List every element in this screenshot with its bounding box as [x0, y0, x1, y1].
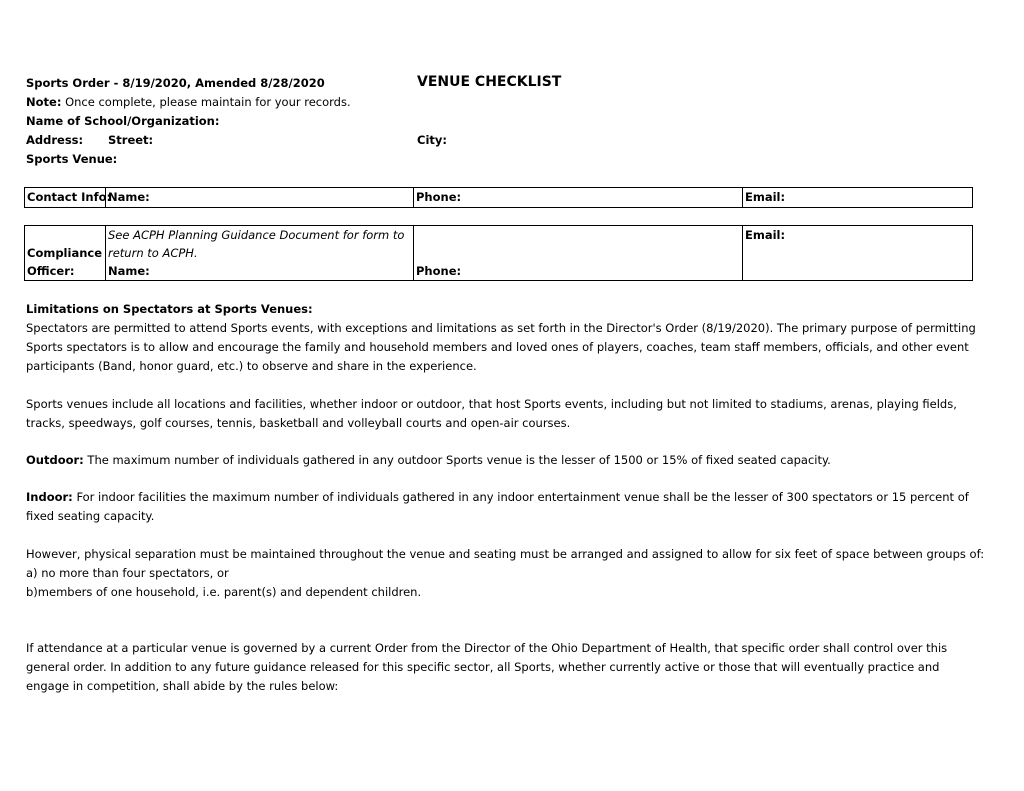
venue-label: Sports Venue: [26, 152, 118, 166]
note-line [26, 93, 351, 111]
contact-phone-field[interactable]: Phone: [416, 190, 462, 204]
list-item-a: a) no more than four spectators, or [26, 566, 229, 580]
contact-info-table [24, 187, 973, 208]
contact-email-field[interactable]: Email: [745, 190, 786, 204]
guidance-note-line-2: return to ACPH. [108, 246, 198, 260]
contact-divider-2 [413, 187, 414, 208]
indoor-text: For indoor facilities the maximum number of individuals gathered in any indoor entertainment venue shall be the lesser of 300 spectators or 15 percent of fixed seating capacity. [26, 490, 969, 523]
odh-order-paragraph [26, 639, 986, 696]
compliance-divider-2 [413, 225, 414, 281]
compliance-name-field[interactable]: Name: [108, 264, 150, 278]
limitations-paragraph-2 [26, 395, 986, 433]
compliance-email-field[interactable]: Email: [745, 228, 786, 242]
compliance-divider-3 [742, 225, 743, 281]
guidance-note-line-1: See ACPH Planning Guidance Document for form to [108, 228, 405, 242]
limitations-paragraph-1 [26, 319, 986, 376]
page-title: VENUE CHECKLIST [417, 74, 562, 90]
outdoor-text: The maximum number of individuals gathered in any outdoor Sports venue is the lesser of 1500 or 15% of fixed seated capacity. [87, 453, 831, 467]
city-label: City: [417, 133, 447, 147]
list-item-b: b)members of one household, i.e. parent(s) and dependent children. [26, 585, 422, 599]
note-text: Once complete, please maintain for your records. [65, 95, 351, 109]
separation-text: However, physical separation must be maintained throughout the venue and seating must be arranged and assigned to allow for six feet of space between groups of: [26, 547, 985, 561]
street-label: Street: [108, 133, 154, 147]
order-line: Sports Order - 8/19/2020, Amended 8/28/2020 [26, 76, 325, 90]
contact-name-field[interactable]: Name: [108, 190, 150, 204]
outdoor-label: Outdoor: [26, 453, 84, 467]
compliance-phone-field[interactable]: Phone: [416, 264, 462, 278]
spectators-permitted-text: Spectators are permitted to attend Sports events, with exceptions and limitations as set forth in the Director's Order (8/19/2020). The primary purpose of permitting Sports spectators is to allow and encourage the family and household members and loved ones of players, coaches, team staff members, officials, and other event participants (Band, honor guard, etc.) to observe and share in the experience. [26, 321, 976, 373]
indoor-label: Indoor: [26, 490, 73, 504]
indoor-paragraph [26, 488, 986, 526]
officer-label: Officer: [27, 264, 75, 278]
compliance-label: Compliance [27, 246, 103, 260]
limitations-heading: Limitations on Spectators at Sports Venues: [26, 302, 313, 316]
contact-divider-3 [742, 187, 743, 208]
compliance-divider-1 [105, 225, 106, 281]
sports-venues-text: Sports venues include all locations and facilities, whether indoor or outdoor, that host Sports events, including but not limited to stadiums, arenas, playing fields, tracks, speedways, golf courses, tennis, basketball and volleyball courts and open-air courses. [26, 397, 957, 430]
odh-order-text: If attendance at a particular venue is governed by a current Order from the Director of the Ohio Department of Health, that specific order shall control over this general order. In addition to any future guidance released for this specific sector, all Sports, whether currently active or those that will eventually practice and engage in competition, shall abide by the rules below: [26, 641, 948, 693]
outdoor-paragraph [26, 451, 986, 470]
note-label: Note: [26, 95, 62, 109]
address-label: Address: [26, 133, 84, 147]
school-label: Name of School/Organization: [26, 114, 220, 128]
separation-paragraph [26, 545, 986, 602]
contact-info-label: Contact Info: [27, 190, 112, 204]
